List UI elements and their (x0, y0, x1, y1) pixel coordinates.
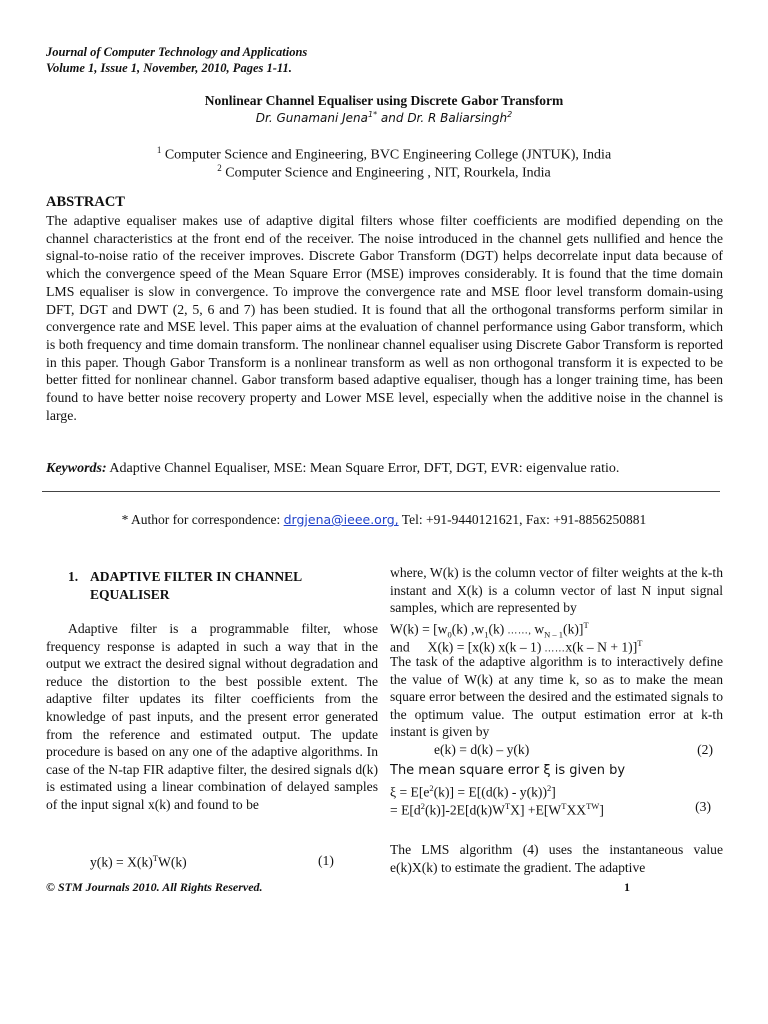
correspondence-prefix: * Author for correspondence: (121, 512, 284, 527)
journal-header (46, 44, 307, 76)
author-2-mark: 2 (507, 110, 513, 119)
affiliation-1-mark: 1 (156, 145, 162, 155)
eq2-number: (2) (697, 742, 713, 757)
paper-title: Nonlinear Channel Equaliser using Discrete Gabor Transform (204, 93, 564, 108)
affiliation-2-text: Computer Science and Engineering , NIT, Rourkela, India (221, 165, 551, 181)
xk-dots: …… (541, 643, 566, 655)
affiliation-1-text: Computer Science and Engineering, BVC Engineering College (JNTUK), India (161, 147, 612, 163)
wk-part: (k) ,w (451, 621, 485, 637)
wk-part: w (534, 621, 545, 637)
wk-part: W(k) = [w (390, 621, 448, 637)
keywords (46, 461, 619, 477)
correspondence-contact: Tel: +91-9440121621, Fax: +91-8856250881 (398, 512, 647, 527)
eq3b-sup: TW (586, 801, 600, 811)
section-heading (68, 568, 368, 604)
email-link[interactable]: drgjena@ieee.org, (283, 512, 399, 527)
affiliation-2 (0, 163, 768, 182)
author-1-mark: 1* (368, 110, 378, 119)
page-number: 1 (624, 880, 630, 894)
affiliation-2-mark: 2 (217, 163, 222, 173)
xk-part: X(k) = [x(k) x(k – 1) (427, 639, 542, 655)
copyright: © STM Journals 2010. All Rights Reserved. (46, 880, 263, 894)
wk-sub0: 0 (447, 629, 452, 640)
eq3b-sup: T (504, 801, 511, 811)
wk-sub1: 1 (484, 629, 489, 640)
eq3b-part: X] +E[W (510, 802, 562, 818)
wk-subN: N – 1 (544, 629, 564, 640)
equation-1 (90, 853, 334, 871)
section-heading-line1: ADAPTIVE FILTER IN CHANNEL (90, 569, 303, 584)
eq3b-sup: 2 (420, 801, 425, 811)
eq3a-part: ξ = E[e (390, 784, 430, 800)
section-heading-line2: EQUALISER (90, 587, 170, 602)
keywords-label: Keywords: (46, 461, 107, 476)
mse-line: The mean square error ξ is given by (390, 763, 626, 778)
section-paragraph: Adaptive filter is a programmable filter, whose frequency response is adapted in such a way that in the output we extract the desired signal without degradation and reduce the distortion to the best possible extent. The adaptive filter updates its filter coefficients from the knowledge of past inputs, and the present error generated from the reference and estimated output. The update procedure is based on any one of the adaptive algorithms. In case of the N-tap FIR adaptive filter, the desired signals d(k) is estimated using a linear combination of delayed samples of the input signal x(k) and found to be (46, 621, 378, 812)
right-paragraph-1: where, W(k) is the column vector of filter weights at the k-th instant and X(k) is a column vector of last N input signal samples, which are represented by (390, 565, 723, 615)
correspondence (0, 512, 768, 528)
keywords-text: Adaptive Channel Equaliser, MSE: Mean Square Error, DFT, DGT, EVR: eigenvalue ratio. (106, 461, 620, 476)
eq2-body: e(k) = d(k) – y(k) (434, 742, 530, 757)
eq3-number: (3) (695, 799, 711, 814)
eq3a-part: ] (551, 784, 556, 800)
eq1-number: (1) (318, 853, 334, 868)
equation-2 (390, 741, 723, 759)
wk-part: (k) (488, 621, 505, 637)
eq1-sup: T (152, 853, 158, 863)
eq1-lhs: y(k) = X(k) (90, 854, 153, 870)
journal-name: Journal of Computer Technology and Applications (46, 45, 308, 59)
section-number: 1. (68, 569, 79, 584)
eq3a-sup: 2 (429, 783, 434, 793)
wk-dots: ……, (504, 625, 535, 637)
affiliation-1 (0, 145, 768, 164)
right-paragraph-2: The task of the adaptive algorithm is to interactively define the value of W(k) at any time k, so as to make the mean square error between the desired and the estimated signals to the optimum value. The output estimation error at k-th instant is given by (390, 654, 723, 739)
author-2: and Dr. R Baliarsingh (377, 111, 508, 125)
eq1-rhs: W(k) (157, 854, 187, 870)
equation-3b (390, 798, 723, 819)
abstract-heading: ABSTRACT (46, 194, 125, 210)
eq3a-part: (k)] = E[(d(k) - y(k)) (433, 784, 547, 800)
eq3b-part: = E[d (390, 802, 421, 818)
authors (0, 110, 768, 125)
xk-sup: T (637, 638, 643, 648)
and-label: and (390, 639, 410, 655)
eq3a-sup2: 2 (546, 783, 552, 793)
wk-sup: T (583, 620, 589, 630)
right-paragraph-3: The LMS algorithm (4) uses the instantaneous value e(k)X(k) to estimate the gradient. The adaptive (390, 842, 723, 875)
divider (42, 491, 720, 492)
abstract-body: The adaptive equaliser makes use of adaptive digital filters whose filter coefficients are modified depending on the channel characteristics at the front end of the receiver. The noise introduced in the channel gets nullified and hence the signal-to-noise ratio of the receiver improves. Discrete Gabor Transform (DGT) helps decorrelate input data because of which the convergence speed of the Mean Square Error (MSE) improves considerably. It is found that the time domain LMS equaliser is slow in convergence. To improve the convergence rate and MSE floor level transform domain-using DFT, DGT and DWT (2, 5, 6 and 7) has been studied. It is found that all the orthogonal transforms perform similar in convergence rate and MSE level. This paper aims at the evaluation of channel performance using Gabor transform, which is both frequency and time domain transform. The nonlinear channel equaliser using Discrete Gabor Transform is reported in this paper. Though Gabor Transform is a nonlinear transform as well as non orthogonal transform it is expected to be better fitted for nonlinear channel. Gabor transform based adaptive equaliser, though has a longer training time, has been found to have better noise recovery property and Lower MSE level, especially when the additive noise in the channel is large. (46, 213, 723, 423)
journal-volume: Volume 1, Issue 1, November, 2010, Pages 1-11. (46, 61, 292, 75)
eq3b-part: XX (566, 802, 587, 818)
eq3b-sup: T (561, 801, 567, 811)
eq3b-part: (k)]-2E[d(k)W (424, 802, 505, 818)
author-1: Dr. Gunamani Jena (255, 111, 369, 125)
wk-part: (k)] (563, 621, 584, 637)
eq3b-part: ] (599, 802, 604, 818)
xk-part: x(k – N + 1)] (565, 639, 638, 655)
